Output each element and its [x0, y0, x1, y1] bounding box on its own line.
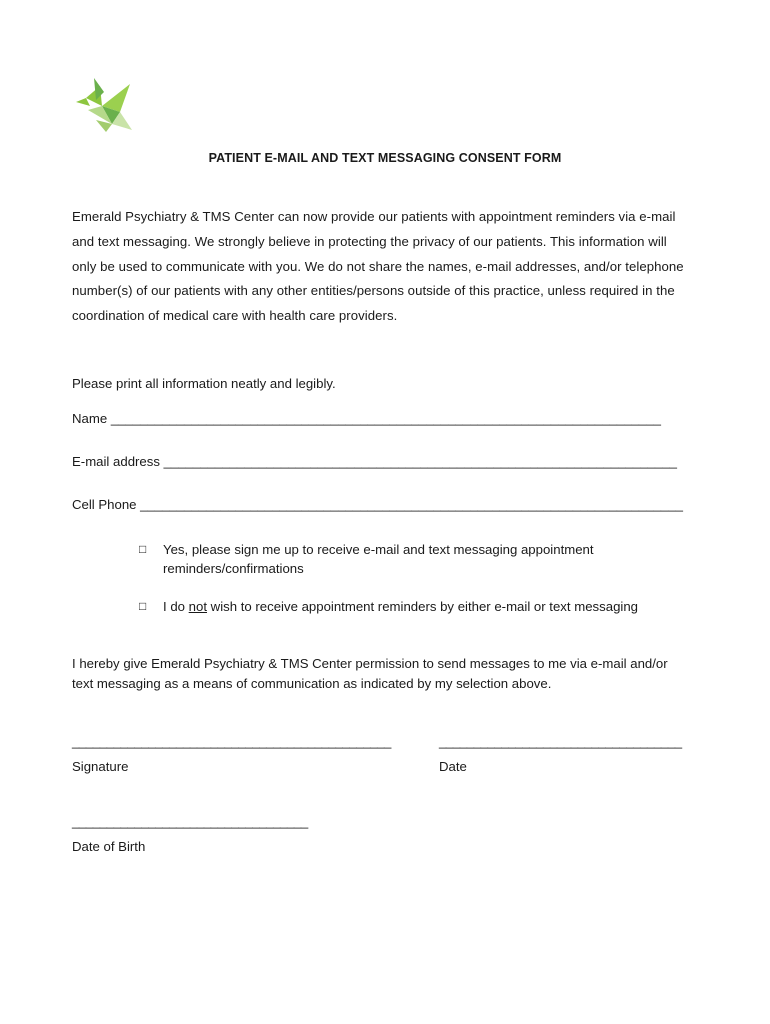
no-checkbox[interactable]: □ [139, 599, 147, 613]
no-option-label [163, 597, 698, 616]
intro-line: and text messaging. We strongly believe in protecting the privacy of our patients. This information will [72, 233, 667, 249]
name-field[interactable]: Name ___________________________________________________________________________ [72, 411, 661, 426]
signature-field[interactable]: ______________________________________________ [72, 734, 391, 749]
no-option-emphasis: not [188, 599, 208, 614]
no-option-text: I do [163, 599, 189, 614]
date-of-birth-label: Date of Birth [72, 839, 146, 854]
intro-line: coordination of medical care with health care providers. [72, 308, 398, 324]
date-label: Date [439, 759, 467, 774]
date-of-birth-field[interactable]: __________________________________ [72, 814, 308, 829]
no-option-text: wish to receive appointment reminders by either e-mail or text messaging [207, 599, 638, 614]
intro-line: number(s) of our patients with any other entities/persons outside of this practice, unless required in the [72, 283, 675, 299]
permission-line: I hereby give Emerald Psychiatry & TMS Center permission to send messages to me via e-mail and/or [72, 656, 668, 671]
instructions-text: Please print all information neatly and legibly. [72, 376, 336, 391]
intro-line: only be used to communicate with you. We do not share the names, e-mail addresses, and/or telephone [72, 258, 684, 274]
signature-label: Signature [72, 759, 129, 774]
bird-logo-icon [74, 76, 134, 134]
form-title: PATIENT E-MAIL AND TEXT MESSAGING CONSENT FORM [208, 151, 562, 165]
email-field[interactable]: E-mail address ______________________________________________________________________ [72, 454, 678, 469]
intro-line: Emerald Psychiatry & TMS Center can now provide our patients with appointment reminders via e-mail [72, 209, 676, 224]
intro-paragraph [72, 205, 702, 329]
permission-paragraph [72, 654, 712, 694]
yes-option-line: reminders/confirmations [163, 561, 304, 576]
yes-option-line: Yes, please sign me up to receive e-mail and text messaging appointment [163, 542, 594, 557]
yes-checkbox[interactable]: □ [139, 542, 147, 556]
yes-option-label [163, 540, 698, 578]
date-field[interactable]: ___________________________________ [439, 734, 682, 749]
permission-line: text messaging as a means of communication as indicated by my selection above. [72, 676, 552, 691]
cell-phone-field[interactable]: Cell Phone __________________________________________________________________________ [72, 497, 683, 512]
